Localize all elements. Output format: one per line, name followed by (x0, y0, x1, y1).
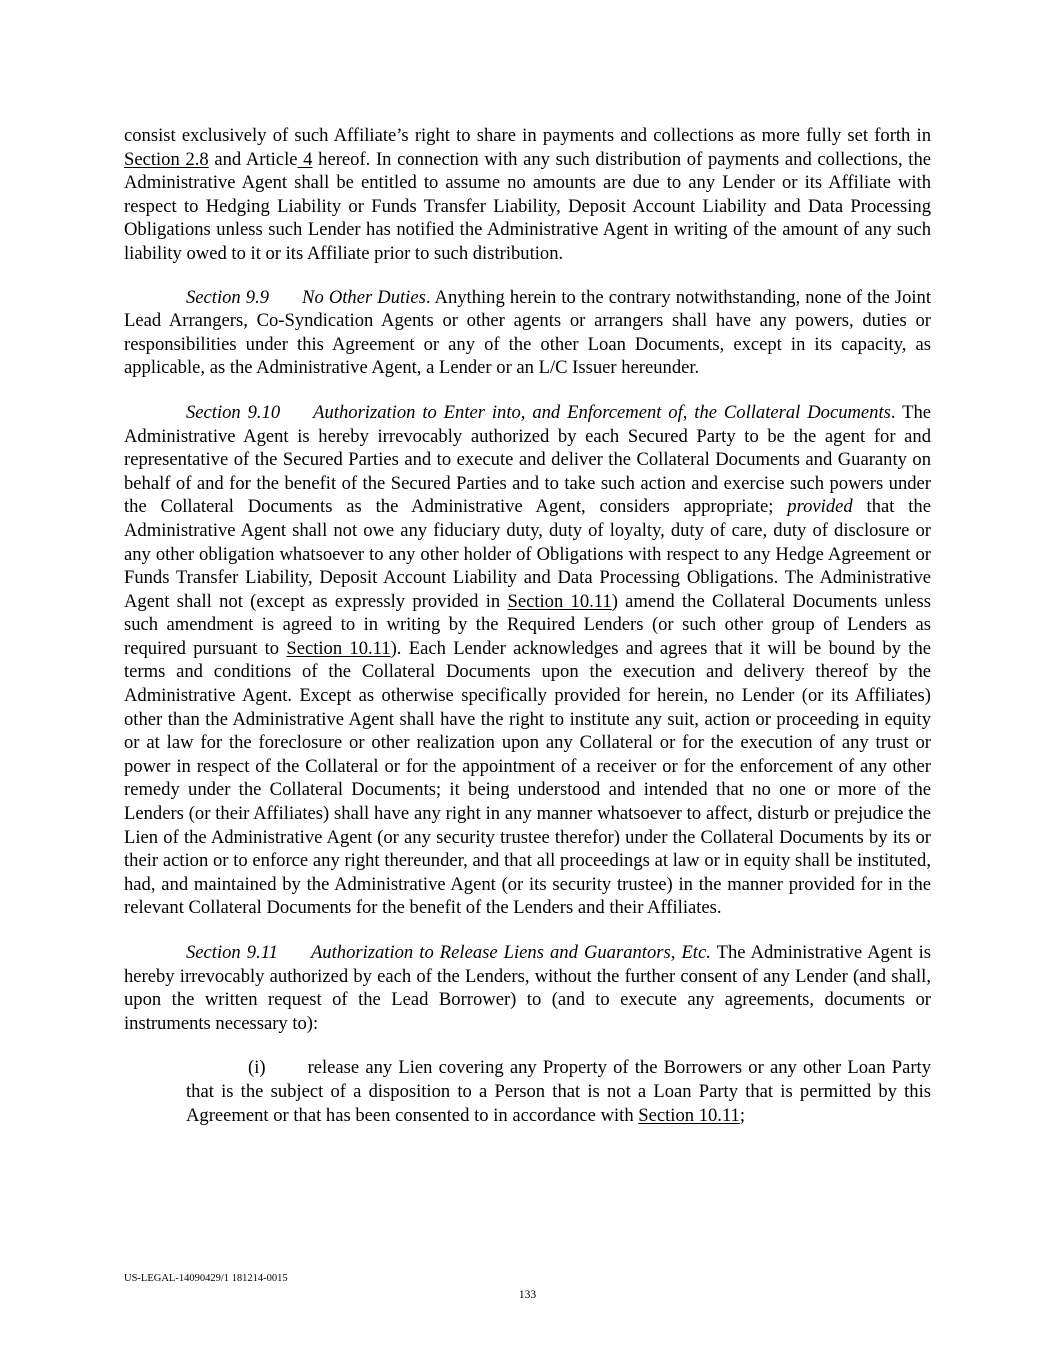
section-title: No Other Duties (302, 286, 426, 308)
section-9-10 (124, 401, 931, 920)
section-body: The Administrative Agent is hereby irrevocably authorized by each of the Lenders, without the further consent of any Lender (and shall, upon the written request of the Lead Borrower) to (and to execute any agreements, documents or instruments necessary to): (124, 942, 931, 1034)
section-body: that the Administrative Agent shall not owe any fiduciary duty, duty of loyalty, duty of care, duty of disclosure or any other obligation whatsoever to any other holder of Obligations with respect to any Hedge Agreement or Funds Transfer Liability, Deposit Account Liability and Data Processing Obligations. The Administrative Agent shall not (except as expressly provided in (124, 496, 931, 612)
paragraph-text: hereof. In connection with any such distribution of payments and collections, the Administrative Agent shall be entitled to assume no amounts are due to any Lender or its Affiliate with respect to Hedging Liability or Funds Transfer Liability, Deposit Account Liability and Data Processing Obligations unless such Lender has notified the Administrative Agent in writing of the amount of any such liability owed to it or its Affiliate prior to such distribution. (124, 148, 932, 264)
section-number: Section 9.9 (186, 286, 270, 308)
article-reference: 4 (297, 148, 313, 170)
document-body (124, 124, 931, 1127)
section-title: Authorization to Enter into, and Enforcement of, the Collateral Documents (313, 401, 891, 423)
section-body: ) amend the Collateral Documents unless such amendment is agreed to in writing by the Required Lenders (or such other group of Lenders as required pursuant to (124, 590, 931, 659)
paragraph-text: and Article (208, 148, 298, 170)
continuation-paragraph (124, 124, 931, 266)
section-body: . The Administrative Agent is hereby irrevocably authorized by each Secured Party to be the agent for and representative of the Secured Parties and to execute and deliver the Collateral Documents and Guaranty on behalf of and for the benefit of the Secured Parties and to take such action and exercise such powers under the Collateral Documents as the Administrative Agent, considers appropriate; (124, 401, 931, 518)
paragraph-text: consist exclusively of such Affiliate’s right to share in payments and collections as more fully set forth in (124, 125, 931, 146)
section-reference: Section 10.11 (286, 637, 391, 659)
clause-text: release any Lien covering any Property of the Borrowers or any other Loan Party that is the subject of a disposition to a Person that is not a Loan Party that is permitted by this Agreement or that has been consented to in accordance with (186, 1057, 931, 1126)
clause-i (186, 1056, 931, 1127)
section-9-9 (124, 286, 931, 380)
section-number: Section 9.10 (186, 401, 281, 423)
document-id: US-LEGAL-14090429/1 181214-0015 (124, 1273, 288, 1284)
clause-text: ; (739, 1104, 746, 1126)
provided-term: provided (787, 496, 853, 518)
section-body: ). Each Lender acknowledges and agrees that it will be bound by the terms and conditions of the Collateral Documents upon the execution and delivery thereof by the Administrative Agent. Except as otherwise specifically provided for herein, no Lender (or its Affiliates) other than the Administrative Agent shall have the right to institute any suit, action or proceeding in equity or at law for the foreclosure or other realization upon any Collateral or for the execution of any trust or power in respect of the Collateral or for the appointment of a receiver or for the enforcement of any other remedy under the Collateral Documents; it being understood and intended that no one or more of the Lenders (or their Affiliates) shall have any right in any manner whatsoever to affect, disturb or prejudice the Lien of the Administrative Agent (or any security trustee therefor) under the Collateral Documents by its or their action or to enforce any right thereunder, and that all proceedings at law or in equity shall be instituted, had, and maintained by the Administrative Agent (or its security trustee) in the manner provided for in the relevant Collateral Documents for the benefit of the Lenders and their Affiliates. (124, 637, 932, 919)
page-number: 133 (518, 1289, 537, 1301)
section-reference: Section 10.11 (638, 1104, 740, 1126)
section-9-11 (124, 941, 931, 1035)
section-title: Authorization to Release Liens and Guarantors, Etc. (310, 942, 711, 963)
section-body: . Anything herein to the contrary notwithstanding, none of the Joint Lead Arrangers, Co-Syndication Agents or other agents or arrangers shall have any powers, duties or responsibilities under this Agreement or any of the other Loan Documents, except in its capacity, as applicable, as the Administrative Agent, a Lender or an L/C Issuer hereunder. (124, 286, 931, 379)
section-reference: Section 2.8 (124, 148, 209, 170)
clause-label: (i) (248, 1057, 266, 1079)
section-reference: Section 10.11 (507, 590, 612, 612)
section-number: Section 9.11 (186, 942, 278, 963)
